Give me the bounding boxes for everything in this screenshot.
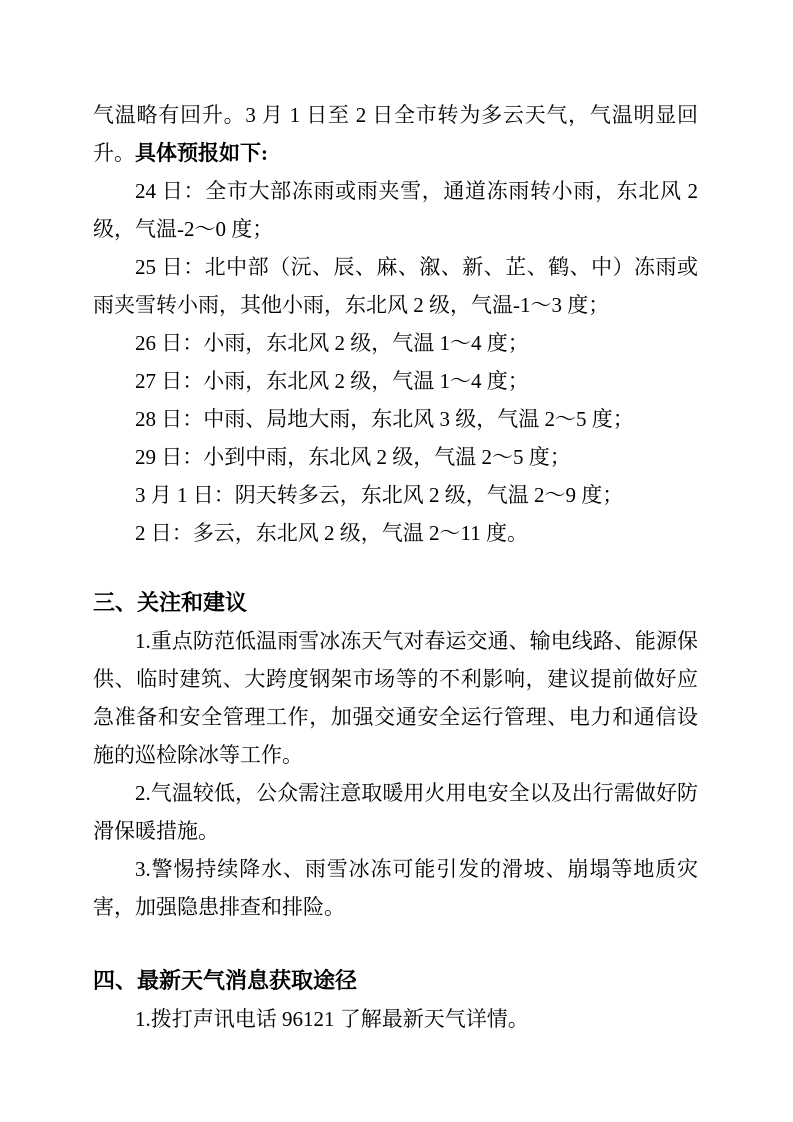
forecast-item-mar2: 2 日：多云，东北风 2 级，气温 2～11 度。 — [135, 521, 528, 545]
suggestion-item-2: 2.气温较低，公众需注意取暖用火用电安全以及出行需做好防滑保暖措施。 — [93, 781, 698, 843]
forecast-item-mar1: 3 月 1 日：阴天转多云，东北风 2 级，气温 2～9 度； — [135, 483, 624, 507]
forecast-item-24: 24 日：全市大部冻雨或雨夹雪，通道冻雨转小雨，东北风 2 级，气温-2～0 度； — [93, 179, 698, 241]
forecast-item-25: 25 日：北中部（沅、辰、麻、溆、新、芷、鹤、中）冻雨或雨夹雪转小雨，其他小雨，东北风 2 级，气温-1～3 度； — [93, 255, 698, 317]
intro-text: 气温略有回升。3 月 1 日至 2 日全市转为多云天气，气温明显回升。 — [93, 103, 698, 165]
forecast-item-28: 28 日：中雨、局地大雨，东北风 3 级，气温 2～5 度； — [135, 407, 634, 431]
suggestion-item-3: 3.警惕持续降水、雨雪冰冻可能引发的滑坡、崩塌等地质灾害，加强隐患排查和排险。 — [93, 857, 698, 919]
forecast-item-26: 26 日：小雨，东北风 2 级，气温 1～4 度； — [135, 331, 529, 355]
channel-item-1: 1.拨打声讯电话 96121 了解最新天气详情。 — [135, 1007, 529, 1031]
section-heading-attention-suggestions: 三、关注和建议 — [93, 590, 248, 615]
suggestion-item-1: 1.重点防范低温雨雪冰冻天气对春运交通、输电线路、能源保供、临时建筑、大跨度钢架市场等的不利影响，建议提前做好应急准备和安全管理工作，加强交通安全运行管理、电力和通信设施的巡检除冰等工作。 — [93, 629, 698, 767]
document-body — [93, 96, 698, 1038]
intro-paragraph — [93, 96, 698, 172]
intro-bold-text: 具体预报如下: — [135, 141, 268, 165]
forecast-item-27: 27 日：小雨，东北风 2 级，气温 1～4 度； — [135, 369, 529, 393]
forecast-item-29: 29 日：小到中雨，东北风 2 级，气温 2～5 度； — [135, 445, 571, 469]
section-heading-latest-weather-channels: 四、最新天气消息获取途径 — [93, 968, 358, 993]
